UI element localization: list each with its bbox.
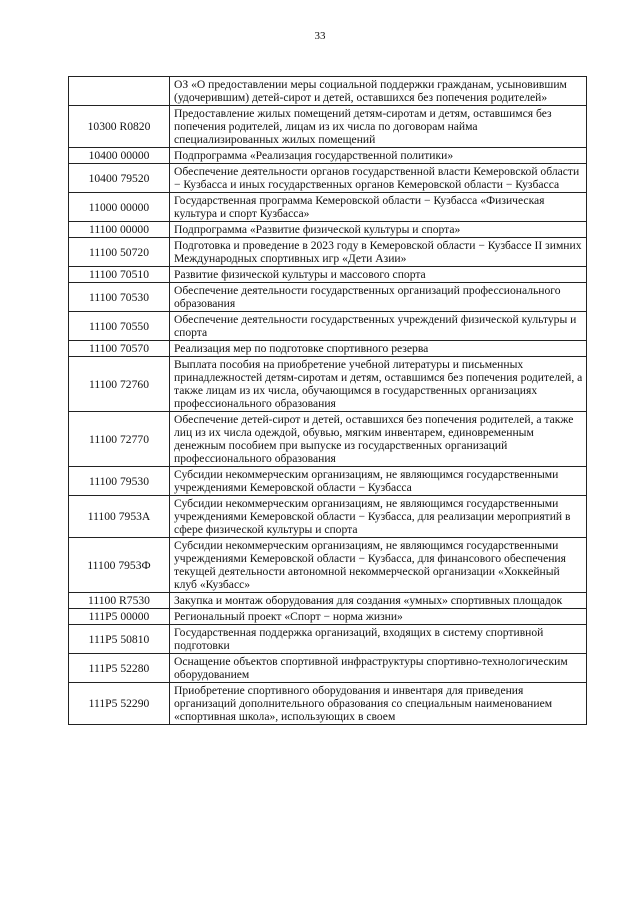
- target-article-description: ОЗ «О предоставлении меры социальной поддержки гражданам, усыновившим (удочерившим) детей-сирот и детей, оставшихся без попечения родителей»: [170, 77, 587, 106]
- target-article-description: Подпрограмма «Развитие физической культуры и спорта»: [170, 222, 587, 238]
- table-row: [69, 267, 587, 283]
- table-row: [69, 193, 587, 222]
- table-row: [69, 412, 587, 467]
- target-article-description: Субсидии некоммерческим организациям, не являющимся государственными учреждениями Кемеровской области − Кузбасса: [170, 467, 587, 496]
- table-row: [69, 238, 587, 267]
- table-row: [69, 625, 587, 654]
- target-article-code: 11100 R7530: [69, 593, 170, 609]
- target-article-code: 11100 00000: [69, 222, 170, 238]
- target-article-description: Государственная поддержка организаций, входящих в систему спортивной подготовки: [170, 625, 587, 654]
- target-article-description: Государственная программа Кемеровской области − Кузбасса «Физическая культура и спорт Кузбасса»: [170, 193, 587, 222]
- target-article-description: Обеспечение деятельности государственных учреждений физической культуры и спорта: [170, 312, 587, 341]
- target-article-description: Закупка и монтаж оборудования для создания «умных» спортивных площадок: [170, 593, 587, 609]
- table-body: [69, 77, 587, 725]
- target-article-description: Обеспечение деятельности органов государственной власти Кемеровской области − Кузбасса и иных государственных органов Кемеровской области − Кузбасса: [170, 164, 587, 193]
- target-article-description: Предоставление жилых помещений детям-сиротам и детям, оставшимся без попечения родителей, лицам из их числа по договорам найма специализированных жилых помещений: [170, 106, 587, 148]
- target-article-description: Обеспечение деятельности государственных организаций профессионального образования: [170, 283, 587, 312]
- target-article-description: Подпрограмма «Реализация государственной политики»: [170, 148, 587, 164]
- target-article-code: 10400 00000: [69, 148, 170, 164]
- target-article-description: Подготовка и проведение в 2023 году в Кемеровской области − Кузбассе II зимних Международных спортивных игр «Дети Азии»: [170, 238, 587, 267]
- table-row: [69, 148, 587, 164]
- target-article-code: 11100 7953А: [69, 496, 170, 538]
- target-article-code: 11100 70570: [69, 341, 170, 357]
- target-article-description: Субсидии некоммерческим организациям, не являющимся государственными учреждениями Кемеровской области − Кузбасса, для финансового обеспечения текущей деятельности автономной некоммерческой организации «Хоккейный клуб «Кузбасс»: [170, 538, 587, 593]
- target-article-code: 11100 70510: [69, 267, 170, 283]
- target-article-description: Реализация мер по подготовке спортивного резерва: [170, 341, 587, 357]
- target-article-code: 10300 R0820: [69, 106, 170, 148]
- target-article-description: Оснащение объектов спортивной инфраструктуры спортивно-технологическим оборудованием: [170, 654, 587, 683]
- target-article-description: Выплата пособия на приобретение учебной литературы и письменных принадлежностей детям-сиротам и детям, оставшимся без попечения родителей, а также лицам из их числа, обучающимся в государственных организациях профессионального образования: [170, 357, 587, 412]
- table-row: [69, 283, 587, 312]
- table-row: [69, 683, 587, 725]
- target-article-code: 11100 7953Ф: [69, 538, 170, 593]
- target-article-description: Обеспечение детей-сирот и детей, оставшихся без попечения родителей, а также лиц из их числа одеждой, обувью, мягким инвентарем, единовременным денежным пособием при выпуске из государственных организаций профессионального образования: [170, 412, 587, 467]
- target-article-code: 11100 79530: [69, 467, 170, 496]
- table-row: [69, 164, 587, 193]
- table-row: [69, 341, 587, 357]
- target-article-description: Развитие физической культуры и массового спорта: [170, 267, 587, 283]
- target-article-code: 11100 70550: [69, 312, 170, 341]
- table-row: [69, 654, 587, 683]
- target-article-code: 11100 70530: [69, 283, 170, 312]
- table-row: [69, 312, 587, 341]
- table-row: [69, 222, 587, 238]
- target-article-description: Приобретение спортивного оборудования и инвентаря для приведения организаций дополнительного образования со специальным наименованием «спортивная школа», использующих в своем: [170, 683, 587, 725]
- target-article-code: [69, 77, 170, 106]
- target-article-code: 11100 72770: [69, 412, 170, 467]
- target-article-code: 11000 00000: [69, 193, 170, 222]
- table-row: [69, 496, 587, 538]
- table-row: [69, 609, 587, 625]
- table-row: [69, 77, 587, 106]
- target-article-code: 11100 72760: [69, 357, 170, 412]
- target-article-code: 111P5 50810: [69, 625, 170, 654]
- target-article-description: Субсидии некоммерческим организациям, не являющимся государственными учреждениями Кемеровской области − Кузбасса, для реализации мероприятий в сфере физической культуры и спорта: [170, 496, 587, 538]
- target-article-code: 111P5 52280: [69, 654, 170, 683]
- target-article-description: Региональный проект «Спорт − норма жизни»: [170, 609, 587, 625]
- target-article-code: 10400 79520: [69, 164, 170, 193]
- table-row: [69, 467, 587, 496]
- target-article-code: 11100 50720: [69, 238, 170, 267]
- target-article-code: 111P5 52290: [69, 683, 170, 725]
- table-row: [69, 357, 587, 412]
- page-number: 33: [314, 30, 326, 42]
- table-row: [69, 106, 587, 148]
- table-row: [69, 593, 587, 609]
- budget-classification-table: [68, 76, 587, 725]
- target-article-code: 111P5 00000: [69, 609, 170, 625]
- table-row: [69, 538, 587, 593]
